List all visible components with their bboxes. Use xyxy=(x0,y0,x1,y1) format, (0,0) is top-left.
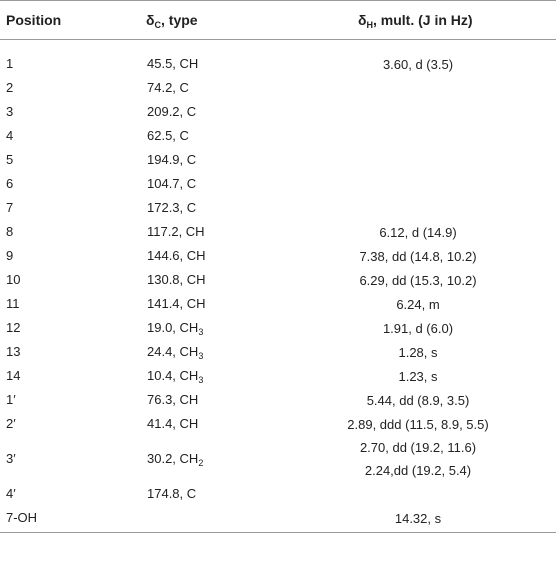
cell-proton-shift xyxy=(280,244,556,268)
cell-position: 3 xyxy=(6,104,14,119)
cell-position: 6 xyxy=(6,176,14,191)
header-carbon-shift xyxy=(112,1,280,40)
table-row xyxy=(0,124,556,148)
table-row xyxy=(0,40,556,77)
cell-position: 9 xyxy=(6,248,14,263)
cell-carbon-shift xyxy=(112,220,280,244)
cell-position: 5 xyxy=(6,152,14,167)
cell-proton-shift xyxy=(280,388,556,412)
cell-proton-shift xyxy=(280,124,556,148)
header-proton-rest: , mult. (J in Hz) xyxy=(373,12,473,28)
header-carbon-sub: C xyxy=(154,20,161,30)
header-position xyxy=(0,1,112,40)
carbon-shift-value: 141.4, CH xyxy=(147,296,206,311)
carbon-type-subscript: 3 xyxy=(198,351,204,361)
table-row xyxy=(0,100,556,124)
carbon-shift-value: 19.0, CH xyxy=(147,320,199,335)
carbon-type-subscript: 3 xyxy=(198,375,204,385)
cell-carbon-shift xyxy=(112,506,280,533)
carbon-shift-value: 45.5, CH xyxy=(147,56,199,71)
carbon-shift-value: 194.9, C xyxy=(147,152,197,167)
cell-proton-shift xyxy=(280,436,556,482)
cell-carbon-shift xyxy=(112,100,280,124)
cell-carbon-shift xyxy=(112,244,280,268)
table-row xyxy=(0,292,556,316)
cell-position: 10 xyxy=(6,272,21,287)
carbon-type-subscript: 2 xyxy=(198,458,204,468)
table-row xyxy=(0,220,556,244)
header-carbon-delta: δ xyxy=(146,12,155,28)
table-row xyxy=(0,172,556,196)
table-row xyxy=(0,364,556,388)
cell-position: 2 xyxy=(6,80,14,95)
cell-position: 4′ xyxy=(6,486,16,501)
carbon-shift-value: 104.7, C xyxy=(147,176,197,191)
table-row xyxy=(0,506,556,533)
proton-shift-value: 7.38, dd (14.8, 10.2) xyxy=(359,248,477,264)
cell-carbon-shift xyxy=(112,172,280,196)
carbon-shift-value: 41.4, CH xyxy=(147,416,199,431)
table-row xyxy=(0,316,556,340)
table-row xyxy=(0,268,556,292)
cell-carbon-shift xyxy=(112,148,280,172)
cell-proton-shift xyxy=(280,196,556,220)
cell-proton-shift xyxy=(280,292,556,316)
cell-carbon-shift xyxy=(112,340,280,364)
cell-position: 4 xyxy=(6,128,14,143)
cell-position: 14 xyxy=(6,368,21,383)
cell-position: 1′ xyxy=(6,392,16,407)
cell-position: 7-OH xyxy=(0,506,112,533)
cell-proton-shift xyxy=(280,268,556,292)
carbon-shift-value: 174.8, C xyxy=(147,486,197,501)
carbon-shift-value: 144.6, CH xyxy=(147,248,206,263)
cell-proton-shift xyxy=(280,220,556,244)
header-proton-shift xyxy=(280,1,556,40)
cell-proton-shift xyxy=(280,316,556,340)
proton-shift-value: 6.24, m xyxy=(396,296,440,312)
table-row xyxy=(0,76,556,100)
cell-proton-shift xyxy=(280,172,556,196)
proton-shift-value: 2.24,dd (19.2, 5.4) xyxy=(364,463,472,478)
proton-shift-value: 1.91, d (6.0) xyxy=(382,320,454,336)
proton-shift-value: 3.60, d (3.5) xyxy=(382,56,454,72)
cell-carbon-shift xyxy=(112,364,280,388)
header-row xyxy=(0,1,556,40)
cell-proton-shift xyxy=(280,76,556,100)
cell-proton-shift xyxy=(280,364,556,388)
cell-carbon-shift xyxy=(112,196,280,220)
cell-position: 3′ xyxy=(6,451,16,466)
cell-carbon-shift xyxy=(112,76,280,100)
carbon-shift-value: 209.2, C xyxy=(147,104,197,119)
carbon-shift-value: 30.2, CH xyxy=(147,451,199,466)
cell-position: 11 xyxy=(6,296,20,311)
table-row xyxy=(0,436,556,482)
table-body xyxy=(0,40,556,533)
cell-carbon-shift xyxy=(112,316,280,340)
cell-proton-shift xyxy=(280,148,556,172)
cell-position: 8 xyxy=(6,224,14,239)
proton-shift-value: 6.29, dd (15.3, 10.2) xyxy=(359,272,477,288)
proton-shift-value: 2.70, dd (19.2, 11.6) xyxy=(359,440,477,455)
cell-carbon-shift xyxy=(112,482,280,506)
table-row xyxy=(0,340,556,364)
carbon-shift-value: 10.4, CH xyxy=(147,368,199,383)
cell-carbon-shift xyxy=(112,436,280,482)
carbon-shift-value: 62.5, C xyxy=(147,128,189,143)
cell-proton-shift xyxy=(280,482,556,506)
cell-proton-shift xyxy=(280,506,556,533)
table-row xyxy=(0,482,556,506)
carbon-type-subscript: 3 xyxy=(198,327,204,337)
cell-position: 1 xyxy=(6,56,14,71)
carbon-shift-value: 117.2, CH xyxy=(147,224,205,239)
proton-shift-value: 1.28, s xyxy=(398,344,438,360)
cell-proton-shift xyxy=(280,40,556,77)
carbon-shift-value: 76.3, CH xyxy=(147,392,199,407)
cell-position: 7 xyxy=(6,200,14,215)
proton-shift-value: 14.32, s xyxy=(394,510,442,526)
header-carbon-rest: , type xyxy=(161,12,198,28)
carbon-shift-value: 172.3, C xyxy=(147,200,197,215)
cell-proton-shift xyxy=(280,412,556,436)
header-proton-delta: δ xyxy=(358,12,367,28)
cell-position: 13 xyxy=(6,344,21,359)
proton-shift-value: 5.44, dd (8.9, 3.5) xyxy=(366,392,470,408)
proton-shift-value: 1.23, s xyxy=(398,368,438,384)
cell-carbon-shift xyxy=(112,292,280,316)
table-row xyxy=(0,388,556,412)
cell-carbon-shift xyxy=(112,412,280,436)
proton-shift-value: 2.89, ddd (11.5, 8.9, 5.5) xyxy=(347,416,489,432)
cell-carbon-shift xyxy=(112,124,280,148)
cell-position: 12 xyxy=(6,320,21,335)
cell-position: 2′ xyxy=(6,416,16,431)
cell-carbon-shift xyxy=(112,40,280,77)
table-row xyxy=(0,148,556,172)
table-row xyxy=(0,244,556,268)
cell-proton-shift xyxy=(280,340,556,364)
header-proton-sub: H xyxy=(366,20,373,30)
cell-carbon-shift xyxy=(112,388,280,412)
carbon-shift-value: 24.4, CH xyxy=(147,344,199,359)
cell-carbon-shift xyxy=(112,268,280,292)
cell-proton-shift xyxy=(280,100,556,124)
table-row xyxy=(0,196,556,220)
header-position-label: Position xyxy=(6,12,62,28)
proton-shift-value: 6.12, d (14.9) xyxy=(379,224,457,240)
carbon-shift-value: 130.8, CH xyxy=(147,272,206,287)
table-row xyxy=(0,412,556,436)
carbon-shift-value: 74.2, C xyxy=(147,80,189,95)
table-header xyxy=(0,1,556,40)
